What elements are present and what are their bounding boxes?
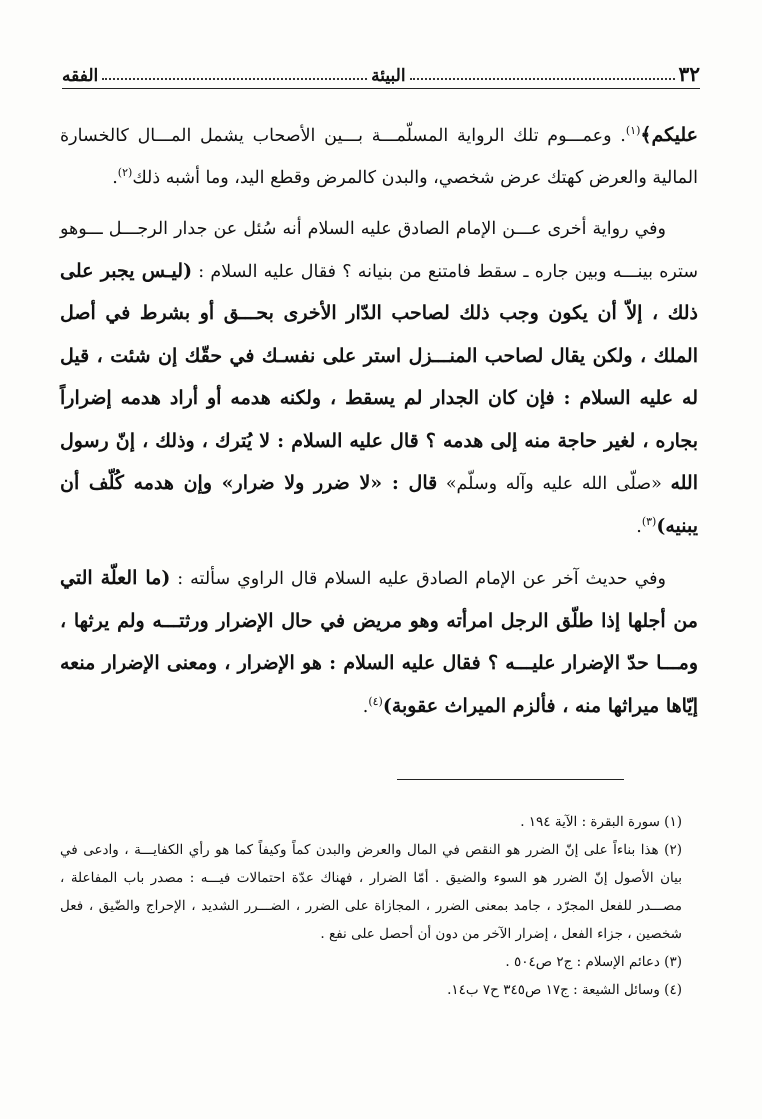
- footnote-separator: [397, 779, 624, 780]
- paragraph-1: [60, 115, 698, 199]
- paragraph-3: [60, 558, 698, 728]
- main-text: [60, 115, 698, 728]
- period: .: [362, 696, 369, 717]
- header-leader-dots-1: [410, 78, 675, 80]
- period: .: [636, 516, 642, 537]
- footnote-ref-3: (٣): [641, 514, 657, 528]
- period: .: [112, 167, 118, 188]
- footnote-ref-1: (١): [625, 124, 641, 138]
- footnote-4: (٤) وسائل الشيعة : ج١٧ ص٣٤٥ ح٧ ب١٤.: [447, 982, 682, 998]
- quran-ending: عليكم﴾: [640, 124, 698, 146]
- footnote-ref-4: (٤): [368, 694, 383, 708]
- paragraph-3-lead: وفي حديث آخر عن الإمام الصادق عليه السلام قال الراوي سألته :: [177, 569, 666, 589]
- footnotes: [60, 808, 682, 1004]
- chapter-title: البيئة: [371, 66, 406, 86]
- page-number: ٣٢: [678, 62, 700, 86]
- footnote-2: (٢) هذا بناءاً على إنّ الضرر هو النقص في المال والعرض والبدن كماً وكيفاً كما هو رأي الكفايـــة ، وادعى في بيان الأصول إنّ الضرر هو السوء والضيق . أمّا الضرار ، فهناك عدّة احتمالات فيـــه : مصدر باب المفاعلة ، مصـــدر للفعل المجرّد ، جامد بمعنى الضرر ، المجازاة على الضرر ، الضـــرر الشديد ، الإحراج والضّيق ، فعل شخصين ، جزاء الفعل ، إضرار الآخر من دون أن أحصل على نفع .: [60, 842, 682, 942]
- running-header: [62, 56, 700, 86]
- footnote-3: (٣) دعائم الإسلام : ج٢ ص٥٠٤ .: [505, 954, 682, 970]
- hadith-quote-2: (ما العلّة التي من أجلها إذا طلّق الرجل امرأته وهو مريض في حال الإضرار ورثتـــه ولم يرثها ، ومـــا حدّ الإضرار عليـــه ؟ فقال عليه السلام : هو الإضرار ، ومعنى الإضرار منعه إيّاها ميراثها منه ، فألزم الميراث عقوبة): [60, 567, 698, 717]
- footnote-1: (١) سورة البقرة : الآية ١٩٤ .: [520, 814, 682, 830]
- header-leader-dots-2: [102, 78, 367, 80]
- salawat: «صلّى الله عليه وآله وسلّم»: [445, 474, 662, 494]
- hadith-quote-1-end: قال : «لا ضرر ولا ضرار» وإن هدمه كُلّف أن يبنيه): [60, 472, 698, 537]
- paragraph-2-lead: وفي رواية أخرى عـــن الإمام الصادق عليه السلام أنه سُئل عن جدار الرجـــل ـــوهو ستره بينـــه وبين جاره ـ سقط فامتنع من بنيانه ؟ فقال عليه السلام :: [60, 219, 698, 282]
- paragraph-1-text: . وعمـــوم تلك الرواية المسلّمـــة بـــين الأصحاب يشمل المـــال كالخسارة المالية والعرض كهتك عرض شخصي، والبدن كالمرض وقطع اليد، وما أشبه ذلك: [60, 126, 698, 188]
- header-rule: [62, 88, 700, 89]
- hadith-quote-1: (ليـس يجبر على ذلك ، إلاّ أن يكون وجب ذلك لصاحب الدّار الأخرى بحـــق أو بشرط في أصل الملك ، ولكن يقال لصاحب المنـــزل استر على نفسـك في حقّك إن شئت ، قيل له عليه السلام : فإن كان الجدار لم يسقط ، ولكنه هدمه أو أراد هدمه إضراراً بجاره ، لغير حاجة منه إلى هدمه ؟ قال عليه السلام : لا يُترك ، وذلك ، إنّ رسول الله: [60, 259, 698, 494]
- paragraph-2: [60, 209, 698, 548]
- section-title: الفقه: [62, 66, 99, 86]
- footnote-ref-2: (٢): [117, 165, 133, 179]
